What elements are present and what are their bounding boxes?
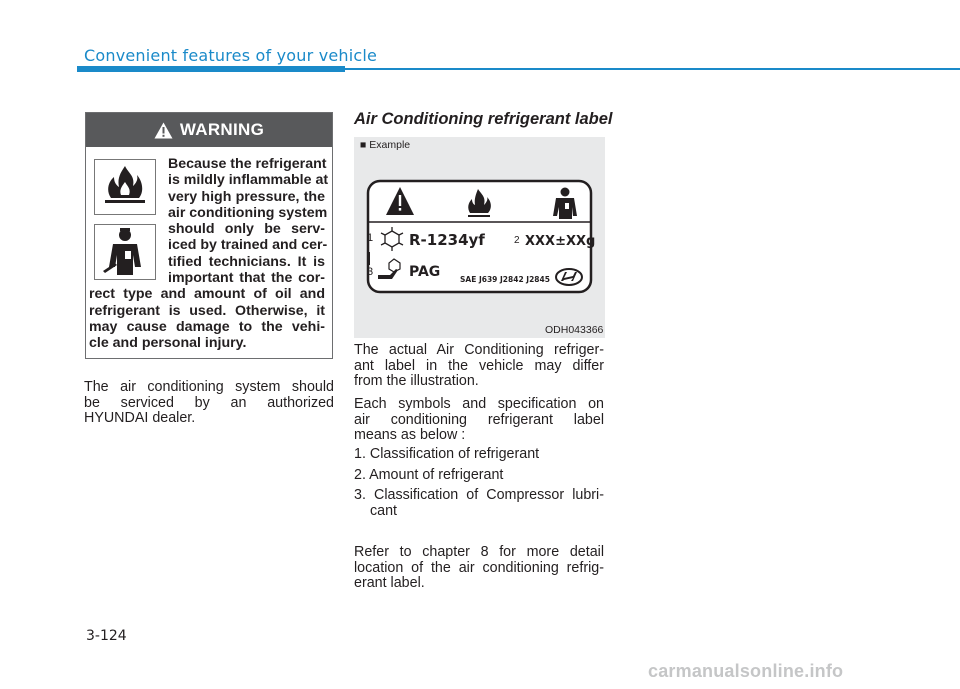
page-number: 3-124 <box>86 628 127 644</box>
warning-box <box>85 112 333 359</box>
warning-line: important that the cor- <box>168 270 325 287</box>
warning-header <box>86 113 332 147</box>
example-tag: ■ Example <box>360 139 411 151</box>
text-line: Refer to chapter 8 for more detail <box>354 544 604 560</box>
service-paragraph <box>84 380 334 427</box>
sae-standards: SAE J639 J2842 J2845 <box>460 275 550 284</box>
text-line: Each symbols and specification on <box>354 396 604 412</box>
text-line: means as below : <box>354 427 466 443</box>
text-line: ant label in the vehicle may differ <box>354 357 604 374</box>
marker-1: 1 <box>367 232 374 244</box>
warning-title: WARNING <box>179 120 265 139</box>
text-line: The air conditioning system should <box>84 379 334 395</box>
symbols-intro <box>354 397 604 444</box>
text-line: be serviced by an authorized <box>84 394 334 411</box>
text-line: from the illustration. <box>354 373 479 389</box>
warning-line: Because the refrigerant <box>168 156 327 172</box>
header-rule <box>345 68 960 70</box>
list-item-continuation: cant <box>370 502 398 519</box>
warning-line: refrigerant is used. Otherwise, it <box>89 302 325 319</box>
warning-line: iced by trained and cer- <box>168 237 328 254</box>
label-section-heading: Air Conditioning refrigerant label <box>354 110 613 128</box>
warning-line: tified technicians. It is <box>168 253 325 270</box>
list-item: 1. Classification of refrigerant <box>354 446 540 462</box>
list-item: 2. Amount of refrigerant <box>354 466 504 483</box>
warning-line: should only be serv- <box>168 221 325 238</box>
text-line: HYUNDAI dealer. <box>84 410 196 426</box>
text-line: The actual Air Conditioning refriger- <box>354 342 604 358</box>
lubricant-type: PAG <box>409 264 441 280</box>
text-line: air conditioning refrigerant label <box>354 411 604 428</box>
header-rule-accent <box>77 66 345 72</box>
symbol-list <box>354 447 604 519</box>
warning-line: rect type and amount of oil and <box>89 286 325 303</box>
refrigerant-type: R-1234yf <box>409 231 485 249</box>
text-line: location of the air conditioning refrig- <box>354 559 604 576</box>
text-line: erant label. <box>354 575 425 591</box>
refrigerant-label-illustration <box>354 137 605 338</box>
illustration-note <box>354 343 604 390</box>
watermark: carmanualsonline.info <box>648 661 844 681</box>
list-item: 3. Classification of Compressor lubri- <box>354 487 604 503</box>
marker-2: 2 <box>514 235 520 246</box>
chapter-reference <box>354 545 604 592</box>
marker-3: 3 <box>367 266 374 278</box>
warning-text <box>89 156 329 352</box>
warning-line: very high pressure, the <box>168 188 325 205</box>
refrigerant-amount: XXX±XXg <box>525 234 596 249</box>
warning-line: may cause damage to the vehi- <box>89 318 325 335</box>
section-title: Convenient features of your vehicle <box>84 46 378 65</box>
image-code: ODH043366 <box>545 324 604 336</box>
warning-line: air conditioning system <box>168 204 328 221</box>
warning-line: is mildly inflammable at <box>168 172 329 189</box>
warning-triangle-icon <box>154 122 173 139</box>
warning-line: cle and personal injury. <box>89 335 247 352</box>
